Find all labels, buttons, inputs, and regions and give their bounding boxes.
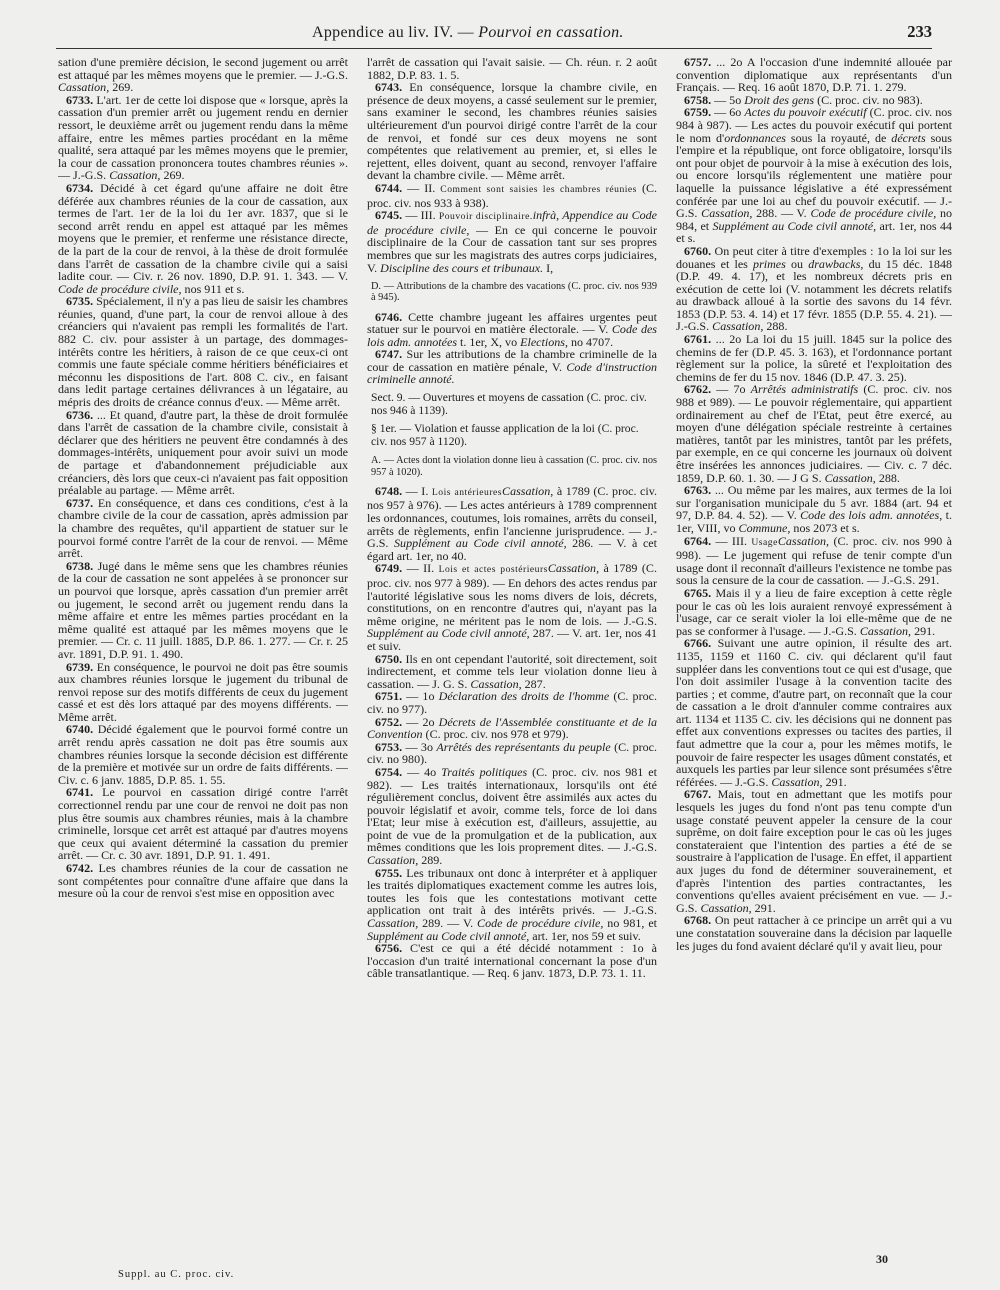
- italic-reference: primes: [753, 256, 786, 271]
- paragraph: [367, 209, 657, 274]
- italic-reference: Supplément au Code civil annoté,: [712, 218, 877, 233]
- paragraph-text: art. 1er, nos 59 et suiv.: [529, 928, 641, 943]
- paragraph-number: 6753.: [375, 739, 403, 754]
- column-right: [676, 56, 952, 1256]
- paragraph-text: ou: [785, 256, 809, 271]
- paragraph-text: 289.: [418, 853, 443, 868]
- paragraph: [367, 766, 657, 867]
- paragraph-number: 6747.: [375, 347, 403, 362]
- paragraph: [58, 786, 348, 862]
- paragraph: [367, 653, 657, 691]
- running-title-part1: Appendice au liv. IV. —: [312, 24, 479, 41]
- paragraph-number: 6768.: [684, 913, 712, 928]
- paragraph-number: 6764.: [684, 533, 712, 548]
- small-caps-heading: Pouvoir disciplinaire.: [438, 211, 533, 223]
- paragraph-text: Mais il y a lieu de faire exception à cette règle pour le cas où les lois auraient renvoyé expressément à l'usage, car ce serait violer la loi elle-même que de ne pas se conformer à l'usage. — J.-G.S.: [676, 585, 952, 638]
- paragraph-number: 6759.: [684, 105, 712, 120]
- paragraph-text: — 5o: [711, 92, 745, 107]
- italic-reference: Code de procédure civile,: [810, 206, 937, 221]
- paragraph-text: ... Ou même par les maires, aux termes de la loi sur l'organisation municipale du 5 avr. 1884 (art. 94 et 97, D.P. 84. 4. 52). — V.: [676, 483, 952, 523]
- paragraph-text: ... Et quand, d'autre part, la thèse de droit formulée dans l'arrêt de cassation de la chambre civile, consistait à déclarer que des héritiers ne peuvent être condamnés à des dommages-intérêts, uniquement pour avoir suivi un mode de partage et d'abandonnement préjudiciable aux créanciers, dès lors que ceux-ci n'avaient pas fait opposition préalable au partage. — Même arrêt.: [58, 407, 348, 498]
- paragraph: [676, 56, 952, 94]
- text-columns: [58, 56, 952, 1246]
- italic-reference: Cassation,: [547, 561, 600, 576]
- italic-reference: Cassation,: [109, 168, 161, 183]
- paragraph: [367, 348, 657, 386]
- paragraph-number: 6760.: [684, 243, 712, 258]
- italic-reference: Décrets de l'Assemblée constituante et de la Convention: [367, 714, 657, 742]
- paragraph-number: 6745.: [375, 208, 403, 223]
- paragraph-number: 6733.: [66, 92, 94, 107]
- paragraph-number: 6743.: [375, 80, 403, 95]
- paragraph-text: (C. proc. civ. nos 984 à 987). — Les actes du pouvoir exécutif qui portent le nom d': [676, 105, 952, 145]
- paragraph-number: 6742.: [66, 861, 94, 875]
- italic-reference: Cassation,: [777, 533, 830, 548]
- paragraph-text: — III.: [402, 208, 439, 223]
- paragraph-text: On peut rattacher à ce principe un arrêt qui a vu une constatation souveraine dans la décision par laquelle les juges du fond avaient déclaré qu'il y avait lieu, pour: [676, 913, 952, 953]
- paragraph-number: 6748.: [375, 483, 403, 498]
- paragraph-text: — 4o: [402, 764, 442, 779]
- paragraph-text: Sur les attributions de la chambre criminelle de la cour de cassation en matière pénale, V.: [367, 347, 657, 374]
- running-title-part2: Pourvoi en cassation.: [478, 24, 624, 41]
- paragraph-text: — 3o: [402, 739, 437, 754]
- paragraph: [676, 788, 952, 914]
- italic-reference: Code de procédure civile,: [477, 916, 604, 931]
- italic-reference: drawbacks,: [808, 256, 864, 271]
- small-caps-heading: Comment sont saisies les chambres réunies: [440, 183, 637, 195]
- italic-reference: Cassation,: [771, 774, 823, 789]
- paragraph-text: Jugé dans le même sens que les chambres réunies de la cour de cassation ne sont appelées à se prononcer sur un pourvoi que lorsque, après cassation d'un premier arrêt ou jugement, le second arrêt ou jugement rendu dans la même affaire et entre les mêmes parties procédant en la même qualité est attaqué par les mêmes moyens que le premier. — Cr. c. 11 juill. 1885, D.P. 86. 1. 277. — Cr. r. 25 avr. 1891, D.P. 91. 1. 490.: [58, 558, 348, 661]
- italic-reference: Cassation,: [367, 916, 419, 931]
- italic-reference: Droit des gens: [744, 92, 815, 107]
- paragraph-text: no 4707.: [567, 334, 614, 349]
- paragraph-text: 288.: [875, 470, 900, 485]
- footer-sheet-number: 30: [876, 1252, 888, 1266]
- column-middle: [367, 56, 657, 1256]
- paragraph-text: ... 2o La loi du 15 juill. 1845 sur la police des chemins de fer (D.P. 45. 3. 163), et l'ordonnance portant règlement sur la police, la sûreté et l'exploitation des chemins de fer du 15 nov. 1846 (D.P. 47. 3. 25).: [676, 332, 952, 384]
- paragraph-text: 291.: [822, 774, 847, 789]
- paragraph: [676, 637, 952, 788]
- paragraph: [367, 942, 657, 980]
- paragraph-text: nos 911 et s.: [181, 281, 245, 296]
- paragraph-number: 6752.: [375, 714, 403, 729]
- paragraph-number: 6755.: [375, 865, 403, 880]
- paragraph: [367, 56, 657, 81]
- paragraph-text: C'est ce qui a été décidé notamment : 1o à l'occasion d'un traité international concernant la pose d'un câble transatlantique. — Req. 6 janv. 1873, D.P. 73. 1. 11.: [367, 941, 657, 981]
- paragraph-text: (C. proc. civ. nos 988 et 989). — Le pouvoir réglementaire, qui appartient ordinairement au chef de l'Etat, peut être exercé, au moyen d'une délégation spéciale restreinte à certaines matières, tantôt par les ministres, tantôt par les préfets, par exemple, en ce qui concerne les journaux où doivent être insérées les annonces judiciaires. — Civ. c. 7 déc. 1859, D.P. 60. 1. 30. — J G S.: [676, 382, 952, 485]
- paragraph-text: 291.: [918, 573, 940, 588]
- paragraph: [676, 484, 952, 534]
- italic-reference: Traités politiques: [441, 764, 528, 779]
- paragraph-text: (C. proc. civ. nos 990 à 998). — Le jugement qui refuse de tenir compte d'un usage dont il reconnaît d'ailleurs l'existence ne tombe pas sous la censure de la cour de cassation. — J.-G.S.: [676, 533, 952, 588]
- page-header: [56, 22, 932, 49]
- page-number: 233: [907, 22, 932, 41]
- paragraph: [58, 497, 348, 560]
- paragraph: [676, 914, 952, 952]
- paragraph-text: sous la royauté, de: [785, 130, 892, 145]
- paragraph: [367, 81, 657, 182]
- paragraph-number: 6761.: [684, 332, 712, 347]
- paragraph-text: 291.: [911, 623, 936, 638]
- paragraph-number: 6734.: [66, 180, 94, 195]
- paragraph-number: 6750.: [375, 651, 403, 666]
- paragraph-text: 288. — V.: [752, 206, 811, 221]
- paragraph: [58, 862, 348, 900]
- paragraph: [367, 485, 657, 563]
- paragraph-number: 6757.: [684, 56, 712, 69]
- paragraph: [58, 560, 348, 661]
- italic-reference: infrà, Appendice au Code de procédure civile,: [367, 208, 657, 237]
- paragraph: [676, 383, 952, 484]
- paragraph-text: Décidé également que le pourvoi formé contre un arrêt rendu après cassation ne doit pas être soumis aux chambres réunies lorsque la seconde décision est différente de la première et motivée sur un ordre de faits différents. — Civ. c. 6 janv. 1885, D.P. 85. 1. 55.: [58, 722, 348, 787]
- paragraph-text: (C. proc. civ. nos 933 à 938).: [367, 180, 657, 210]
- paragraph: [58, 182, 348, 295]
- paragraph-text: t. 1er, VIII, vo: [676, 508, 952, 535]
- subsection-heading: D. — Attributions de la chambre des vacations (C. proc. civ. nos 939 à 945).: [371, 281, 657, 304]
- paragraph: [676, 106, 952, 245]
- italic-reference: Cassation,: [859, 623, 912, 638]
- italic-reference: Cassation,: [824, 470, 876, 485]
- italic-reference: Supplément au Code civil annoté,: [394, 536, 567, 551]
- paragraph-text: En conséquence, le pourvoi ne doit pas être soumis aux chambres réunies lorsque le jugement du tribunal de renvoi repose sur des motifs différents de ceux du jugement cassé et est dès lors attaqué par des moyens différents. — Même arrêt.: [58, 659, 348, 724]
- paragraph: [367, 182, 657, 209]
- paragraph-text: — En ce qui concerne le pouvoir disciplinaire de la Cour de cassation tant sur ses propres membres que sur les magistrats des autres corps judiciaires, V.: [367, 222, 657, 275]
- paragraph-number: 6762.: [684, 382, 712, 397]
- paragraph-text: à 1789 (C. proc. civ. nos 977 à 989). — En dehors des actes rendus par l'autorité législative sous les noms divers de lois, décrets, constitutions, on en rencontre d'autres qui, n'ayant pas la même origine, ne méritent pas le nom de lois. — J.-G.S.: [367, 561, 657, 628]
- column-left: [58, 56, 348, 1256]
- paragraph-text: — 2o: [402, 714, 439, 729]
- paragraph: [58, 94, 348, 182]
- paragraph-text: Mais, tout en admettant que les motifs pour lesquels les juges du fond n'ont pas tenu compte d'un usage constaté peuvent appeler la censure de la cour suprême, on doit faire exception pour le cas où les juges constateraient que l'intention des parties a été de se soustraire à l'application de l'usage. En effet, il appartient aux juges du fond de déterminer souverainement, et d'après l'intention des parties contractantes, les conventions qu'elles avaient précisément en vue. — J.-G.S.: [676, 787, 952, 915]
- paragraph-text: Le pourvoi en cassation dirigé contre l'arrêt correctionnel rendu par une cour de renvoi ne doit pas non plus être soumis aux chambres réunies, mais à la chambre criminelle, lorsque cet arrêt est attaqué par d'autres moyens que ceux qui avaient déterminé la cassation du premier arrêt. — Cr. c. 30 avr. 1891, D.P. 91. 1. 491.: [58, 785, 348, 863]
- paragraph-text: (C. proc. civ. nos 978 et 979).: [422, 727, 569, 742]
- paragraph: [367, 867, 657, 943]
- italic-reference: Cassation,: [701, 206, 753, 221]
- paragraph-text: Suivant une autre opinion, il résulte des art. 1135, 1159 et 1160 C. civ. qui déclarent qu'il faut suppléer dans les conventions tout ce qui est d'usage, que l'on doit assimiler l'usage à la convention tacite des parties ; et comme, d'autre part, on reconnaît que la cour de cassation a le droit d'annuler comme contraires aux art. 1134 et 1135 C. civ. les décisions qui ne donnent pas effet aux conventions expresses ou tacites des parties, il faut admettre que la cour a, pour les mêmes motifs, le pouvoir de faire respecter les usages dûment constatés, et auxquels les parties par leur silence sont présumées s'être référées. — J.-G.S.: [676, 636, 952, 789]
- italic-reference: Elections,: [520, 334, 568, 349]
- paragraph-text: no 981, et: [603, 916, 657, 931]
- paragraph-number: 6740.: [66, 722, 94, 737]
- paragraph-text: (C. proc. civ. no 977).: [367, 689, 657, 716]
- paragraph-number: 6737.: [66, 495, 94, 510]
- paragraph-text: En conséquence, lorsque la chambre civile, en présence de deux moyens, a cassé seulement sur le premier, sans examiner le second, les chambres réunies saisies ultérieurement d'un pourvoi dirigé contre l'arrêt de la cour de renvoi, et fondé sur ces deux moyens ne sont compétentes que relativement au premier, et, si elles le rejettent, elles doivent, quant au second, renvoyer l'affaire devant la chambre civile. — Même arrêt.: [367, 80, 657, 183]
- paragraph-number: 6763.: [684, 483, 712, 498]
- paragraph-text: no 984, et: [676, 206, 952, 233]
- paragraph-number: 6739.: [66, 659, 94, 674]
- paragraph: [58, 661, 348, 724]
- paragraph: [676, 587, 952, 637]
- paragraph-text: ... 2o A l'occasion d'une indemnité allouée par convention diplomatique aux représentants d'un Français. — Req. 16 août 1870, D.P. 71. 1. 279.: [676, 56, 952, 95]
- paragraph-number: 6765.: [684, 585, 712, 600]
- paragraph-text: 269.: [109, 80, 134, 95]
- paragraph-text: Cette chambre jugeant les affaires urgentes peut statuer sur le pourvoi en matière électorale. — V.: [367, 309, 657, 337]
- paragraph: [676, 245, 952, 333]
- paragraph-number: 6758.: [684, 92, 712, 107]
- paragraph-text: — III.: [711, 533, 752, 548]
- paragraph-number: 6751.: [375, 689, 403, 704]
- small-caps-heading: Lois antérieures: [431, 486, 503, 498]
- paragraph-number: 6767.: [684, 787, 712, 802]
- italic-reference: Commune,: [738, 520, 791, 535]
- italic-reference: Supplément au Code civil annoté,: [367, 626, 530, 641]
- paragraph-text: 286. — V. à cet égard: [367, 536, 657, 563]
- paragraph-text: En conséquence, et dans ces conditions, c'est à la chambre civile de la cour de cassation, après admission par la chambre des requêtes, qu'il appartient de statuer sur le pourvoi formé contre l'arrêt de la cour de renvoi. — Même arrêt.: [58, 495, 348, 561]
- paragraph-text: du 15 déc. 1848 (D.P. 49. 4. 17), et les nombreux décrets pris en exécution de cette loi (V. notamment les décrets relatifs au drawback alloué à la sortie des savons du 14 févr. 1853 (D.P. 53. 4. 14) et 17 févr. 1855 (D.P. 55. 4. 21). — J.-G.S.: [676, 256, 952, 334]
- italic-reference: Discipline des cours et tribunaux.: [380, 260, 544, 275]
- paragraph-text: Ils en ont cependant l'autorité, soit directement, soit indirectement, et comme tels leur violation donne lieu à cassation. — J. G. S.: [367, 651, 657, 691]
- paragraph-text: Les chambres réunies de la cour de cassation ne sont compétentes pour connaître d'une affaire que dans la mesure où la cour de renvoi s'est mise en opposition avec: [58, 861, 348, 901]
- paragraph-text: l'arrêt de cassation qui l'avait saisie. — Ch. réun. r. 2 août 1882, D.P. 83. 1. 5.: [367, 56, 657, 82]
- italic-reference: Cassation,: [502, 483, 554, 498]
- italic-reference: Arrêtés des représentants du peuple: [436, 739, 611, 754]
- paragraph-text: — I.: [402, 483, 432, 498]
- paragraph-number: 6738.: [66, 558, 94, 573]
- italic-reference: Cassation,: [470, 676, 522, 691]
- paragraph-text: Les tribunaux ont donc à interpréter et à appliquer les traités diplomatiques exactement comme les autres lois, toutes les fois que les contestations motivant cette application ont trait à des intérêts privés. — J.-G.S.: [367, 865, 657, 918]
- paragraph-number: 6749.: [375, 561, 403, 576]
- paragraph-text: art. 1er, no 40.: [396, 548, 467, 563]
- paragraph-number: 6766.: [684, 636, 712, 651]
- italic-reference: Code des lois adm. annotées: [367, 322, 657, 349]
- paragraph-number: 6746.: [375, 309, 403, 324]
- paragraph-text: (C. proc. civ. nos 981 et 982). — Les traités internationaux, lorsqu'ils ont été régulièrement conclus, doivent être assimilés aux actes du pouvoir législatif et avoir, comme tels, force de loi dans l'Etat; leur mise à exécution est, d'ailleurs, assujettie, au point de vue de la promulgation et de la publication, aux mêmes conditions que les lois proprement dites. — J.-G.S.: [367, 764, 657, 855]
- paragraph-number: 6744.: [375, 180, 403, 195]
- paragraph-text: 288.: [763, 319, 788, 334]
- italic-reference: Actes du pouvoir exécutif: [744, 105, 867, 120]
- paragraph: [58, 409, 348, 497]
- paragraph-text: 291.: [751, 900, 776, 915]
- paragraph: [58, 723, 348, 786]
- paragraph: [367, 716, 657, 741]
- paragraph-number: 6754.: [375, 764, 403, 779]
- italic-reference: ordonnances: [724, 130, 786, 145]
- italic-reference: Code d'instruction criminelle annoté.: [367, 359, 657, 387]
- paragraph-text: t. 1er, X, vo: [457, 334, 521, 349]
- paragraph-text: L'art. 1er de cette loi dispose que « lorsque, après la cassation d'un premier arrêt ou jugement rendu en dernier ressort, le deuxième arrêt ou jugement rendu dans la même affaire, entre les mêmes parties procédant en la même qualité, sera attaqué par les mêmes moyens que le premier, la cour de cassation prononcera toutes chambres réunies ». — J.-G.S.: [58, 92, 348, 183]
- paragraph: [676, 535, 952, 587]
- paragraph: [58, 56, 348, 94]
- paragraph-text: — 6o: [711, 105, 745, 120]
- paragraph-text: (C. proc. civ. no 983).: [814, 92, 923, 107]
- paragraph-text: I,: [543, 260, 554, 275]
- paragraph-text: art. 1er, nos 44 et s.: [676, 218, 952, 246]
- italic-reference: Cassation,: [700, 900, 752, 915]
- paragraph-text: à 1789 (C. proc. civ. nos 957 à 976). — Les actes antérieurs à 1789 comprennent les ordonnances, coutumes, lois romaines, arrêts du conseil, arrêts de règlements, enfin l'ancienne jurisprudence. — J.-G.S.: [367, 483, 657, 551]
- paragraph-text: Décidé à cet égard qu'une affaire ne doit être déférée aux chambres réunies de la cour de cassation, aux termes de l'art. 1er de la loi du 1er avr. 1837, que si le second arrêt rendu en appel est attaqué par les mêmes moyens que le premier, et renferme une résistance directe, de la part de la cour de renvoi, à la thèse de droit formulée dans l'arrêt de cassation de la chambre civile qui a saisi ladite cour. — Civ. r. 26 nov. 1890, D.P. 91. 1. 343. — V.: [58, 180, 348, 284]
- paragraph-text: (C. proc. civ. no 980).: [367, 739, 657, 767]
- paragraph-number: 6756.: [375, 941, 403, 956]
- paragraph-text: — 1o: [402, 689, 439, 704]
- italic-reference: Déclaration des droits de l'homme: [438, 689, 610, 704]
- small-caps-heading: Usage: [751, 536, 778, 548]
- paragraph-number: 6741.: [66, 785, 94, 800]
- paragraph-number: 6736.: [66, 407, 94, 422]
- italic-reference: Code des lois adm. annotées,: [800, 508, 943, 523]
- italic-reference: Cassation,: [58, 80, 110, 95]
- italic-reference: Cassation,: [712, 319, 764, 334]
- italic-reference: Code de procédure civile,: [58, 281, 182, 296]
- italic-reference: Supplément au Code civil annoté,: [367, 928, 530, 943]
- section-heading: Sect. 9. — Ouvertures et moyens de cassation (C. proc. civ. nos 946 à 1139).: [371, 391, 647, 417]
- italic-reference: Arrêtés administratifs: [750, 382, 859, 397]
- paragraph-text: 269.: [160, 168, 185, 183]
- paragraph: [367, 562, 657, 652]
- paragraph-number: 6735.: [66, 294, 94, 309]
- paragraph-text: sous l'empire et la république, ont force obligatoire, lorsqu'ils ont pour objet de pourvoir à la mise à exécution des lois, ou encore lorsqu'ils réglementent une matière pour laquelle la puissance législative a été expressément conférée par une loi au chef du pouvoir exécutif. — J.-G.S.: [676, 130, 952, 221]
- paragraph-text: 287. — V.: [529, 626, 586, 641]
- paragraph-text: art. 1er, nos 41 et suiv.: [367, 626, 657, 653]
- italic-reference: Cassation,: [367, 853, 419, 868]
- paragraph: [367, 741, 657, 766]
- paragraph-text: On peut citer à titre d'exemples : 1o la loi sur les douanes et les: [676, 243, 952, 271]
- subsection-heading: A. — Actes dont la violation donne lieu à cassation (C. proc. civ. nos 957 à 1020).: [371, 455, 657, 478]
- paragraph: [367, 690, 657, 715]
- paragraph-text: sation d'une première décision, le second jugement ou arrêt est attaqué par les mêmes moyens que le premier. — J.-G.S.: [58, 56, 348, 82]
- paragraph: [676, 333, 952, 383]
- paragraph-text: 289. — V.: [418, 916, 478, 931]
- small-caps-heading: Lois et actes postérieurs: [438, 564, 548, 576]
- footer-signature: Suppl. au C. proc. civ.: [118, 1269, 235, 1280]
- paragraph-text: 287.: [521, 676, 546, 691]
- paragraph-text: — II.: [402, 561, 439, 576]
- italic-reference: décrets: [891, 130, 926, 145]
- paragraph-text: nos 2073 et s.: [790, 520, 860, 535]
- section-heading: § 1er. — Violation et fausse application de la loi (C. proc. civ. nos 957 à 1120).: [371, 422, 639, 448]
- paragraph-text: Spécialement, il n'y a pas lieu de saisir les chambres réunies, quand, d'une part, la cour de renvoi alloue à des créanciers qui n'avaient pas rempli les formalités de l'art. 882 C. civ. pour assister à un partage, des dommages-intérêts contre les héritiers, à raison de ce que ceux-ci ont commis une faute spéciale comme héritiers bénéficiaires et méconnu les dispositions de l'art. 808 C. civ., en faisant dans ledit partage certaines délivrances à un légataire, au mépris des droits de créance connus d'eux. — Même arrêt.: [58, 294, 348, 410]
- paragraph: [367, 311, 657, 349]
- paragraph-text: — 7o: [711, 382, 751, 397]
- paragraph: [58, 295, 348, 408]
- running-title: [312, 24, 624, 42]
- paragraph-text: — II.: [402, 180, 441, 195]
